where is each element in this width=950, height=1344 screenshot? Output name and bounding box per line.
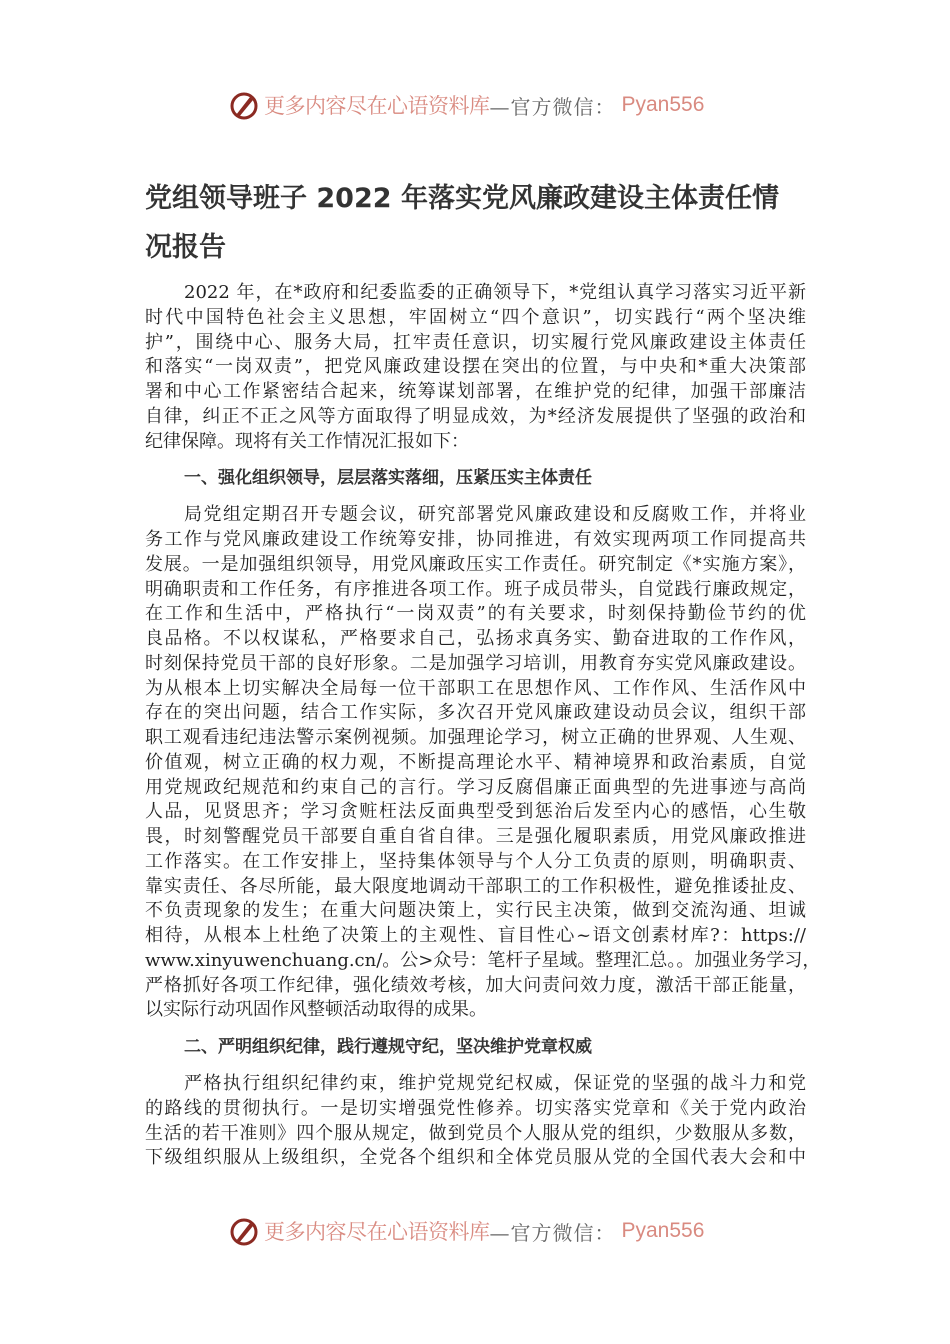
watermark-banner-top (228, 85, 728, 125)
text-line: 靠实责任、各尽所能，最大限度地调动干部职工的工作积极性，避免推诿扯皮、 (145, 875, 806, 897)
text-line: 护”，围绕中心、服务大局，扛牢责任意识，切实履行党风廉政建设主体责任 (145, 331, 806, 353)
text-line: 时刻保持党员干部的良好形象。二是加强学习培训，用教育夯实党风廉政建设。 (145, 652, 806, 674)
title-line-1: 党组领导班子 2022 年落实党风廉政建设主体责任情 (145, 183, 779, 214)
text-line: 局党组定期召开专题会议，研究部署党风廉政建设和反腐败工作，并将业 (184, 504, 806, 526)
title-line-2: 况报告 (145, 232, 226, 263)
banner-text: 更多内容尽在心语资料库 (264, 94, 490, 118)
section-heading: 一、强化组织领导，层层落实落细，压紧压实主体责任 (184, 468, 592, 489)
text-line: www.xinyuwenchuang.cn/。公>众号：笔杆子星域。整理汇总。。加强业务学习， (145, 949, 821, 971)
text-line: 工作落实。在工作安排上，坚持集体领导与个人分工负责的原则，明确职责、 (145, 850, 806, 872)
text-line: 以实际行动巩固作风整顿活动取得的成果。 (145, 999, 487, 1021)
text-line: 相待，从根本上杜绝了决策上的主观性、盲目性心~语文创素材库?：https:// (145, 925, 806, 946)
text-line: 严格抓好各项工作纪律，强化绩效考核，加大问责问效力度，激活干部正能量， (145, 974, 806, 996)
text-line: 良品格。不以权谋私，严格要求自己，弘扬求真务实、勤奋进取的工作作风， (145, 628, 806, 649)
paragraph (145, 1072, 806, 1171)
text-line: 2022 年，在*政府和纪委监委的正确领导下，*党组认真学习落实习近平新 (184, 282, 806, 303)
paragraph (145, 503, 821, 1023)
watermark-banner-bottom (228, 1211, 728, 1251)
text-line: 价值观，树立正确的权力观，不断提高理论水平、精神境界和政治素质，自觉 (145, 751, 806, 773)
text-line: 时代中国特色社会主义思想，牢固树立“四个意识”，切实践行“两个坚决维 (145, 306, 806, 328)
text-line: 署和中心工作紧密结合起来，统筹谋划部署，在维护党的纪律，加强干部廉洁 (145, 381, 806, 402)
banner-wechat-id: Pyan556 (621, 1219, 705, 1242)
quill-logo-icon (228, 1215, 260, 1247)
text-line: 用党规政纪规范和约束自己的言行。学习反腐倡廉正面典型的先进事迹与高尚 (145, 776, 806, 798)
text-line: 和落实“一岗双责”，把党风廉政建设摆在突出的位置，与中央和*重大决策部 (145, 356, 806, 378)
text-line: 存在的突出问题，结合工作实际，多次召开党风廉政建设动员会议，组织干部 (145, 702, 806, 724)
text-line: 严格执行组织纪律约束，维护党规党纪权威，保证党的坚强的战斗力和党 (184, 1073, 806, 1094)
banner-text: 更多内容尽在心语资料库 (264, 1220, 490, 1244)
banner-separator: —官方微信： (489, 1220, 616, 1245)
text-line: 纪律保障。现将有关工作情况汇报如下： (145, 430, 469, 452)
banner-separator: —官方微信： (489, 94, 616, 119)
text-line: 务工作与党风廉政建设工作统筹安排，协同推进，有效实现两项工作同提高共 (145, 529, 806, 550)
document-body (145, 281, 821, 1183)
text-line: 在工作和生活中，严格执行“一岗双责”的有关要求，时刻保持勤俭节约的优 (145, 603, 806, 625)
text-line: 明确职责和工作任务，有序推进各项工作。班子成员带头，自觉践行廉政规定， (145, 578, 806, 600)
text-line: 人品，见贤思齐；学习贪赃枉法反面典型受到惩治后发至内心的感悟，心生敬 (145, 801, 806, 823)
banner-wechat-id: Pyan556 (621, 93, 705, 116)
text-line: 发展。一是加强组织领导，用党风廉政压实工作责任。研究制定《*实施方案》， (145, 553, 806, 575)
paragraph (145, 281, 806, 454)
text-line: 下级组织服从上级组织，全党各个组织和全体党员服从党的全国代表大会和中 (145, 1147, 806, 1169)
document-title (145, 174, 825, 272)
text-line: 职工观看违纪违法警示案例视频。加强理论学习，树立正确的世界观、人生观、 (145, 727, 806, 748)
section-heading: 二、严明组织纪律，践行遵规守纪，坚决维护党章权威 (184, 1037, 592, 1057)
text-line: 自律，纠正不正之风等方面取得了明显成效，为*经济发展提供了坚强的政治和 (145, 405, 806, 427)
text-line: 生活的若干准则》四个服从规定，做到党员个人服从党的组织，少数服从多数， (145, 1122, 806, 1144)
quill-logo-icon (228, 89, 260, 121)
text-line: 为从根本上切实解决全局每一位干部职工在思想作风、工作作风、生活作风中 (145, 677, 806, 699)
text-line: 的路线的贯彻执行。一是切实增强党性修养。切实落实党章和《关于党内政治 (145, 1097, 806, 1119)
text-line: 畏，时刻警醒党员干部要自重自省自律。三是强化履职素质，用党风廉政推进 (145, 826, 806, 847)
text-line: 不负责现象的发生；在重大问题决策上，实行民主决策，做到交流沟通、坦诚 (145, 900, 806, 922)
